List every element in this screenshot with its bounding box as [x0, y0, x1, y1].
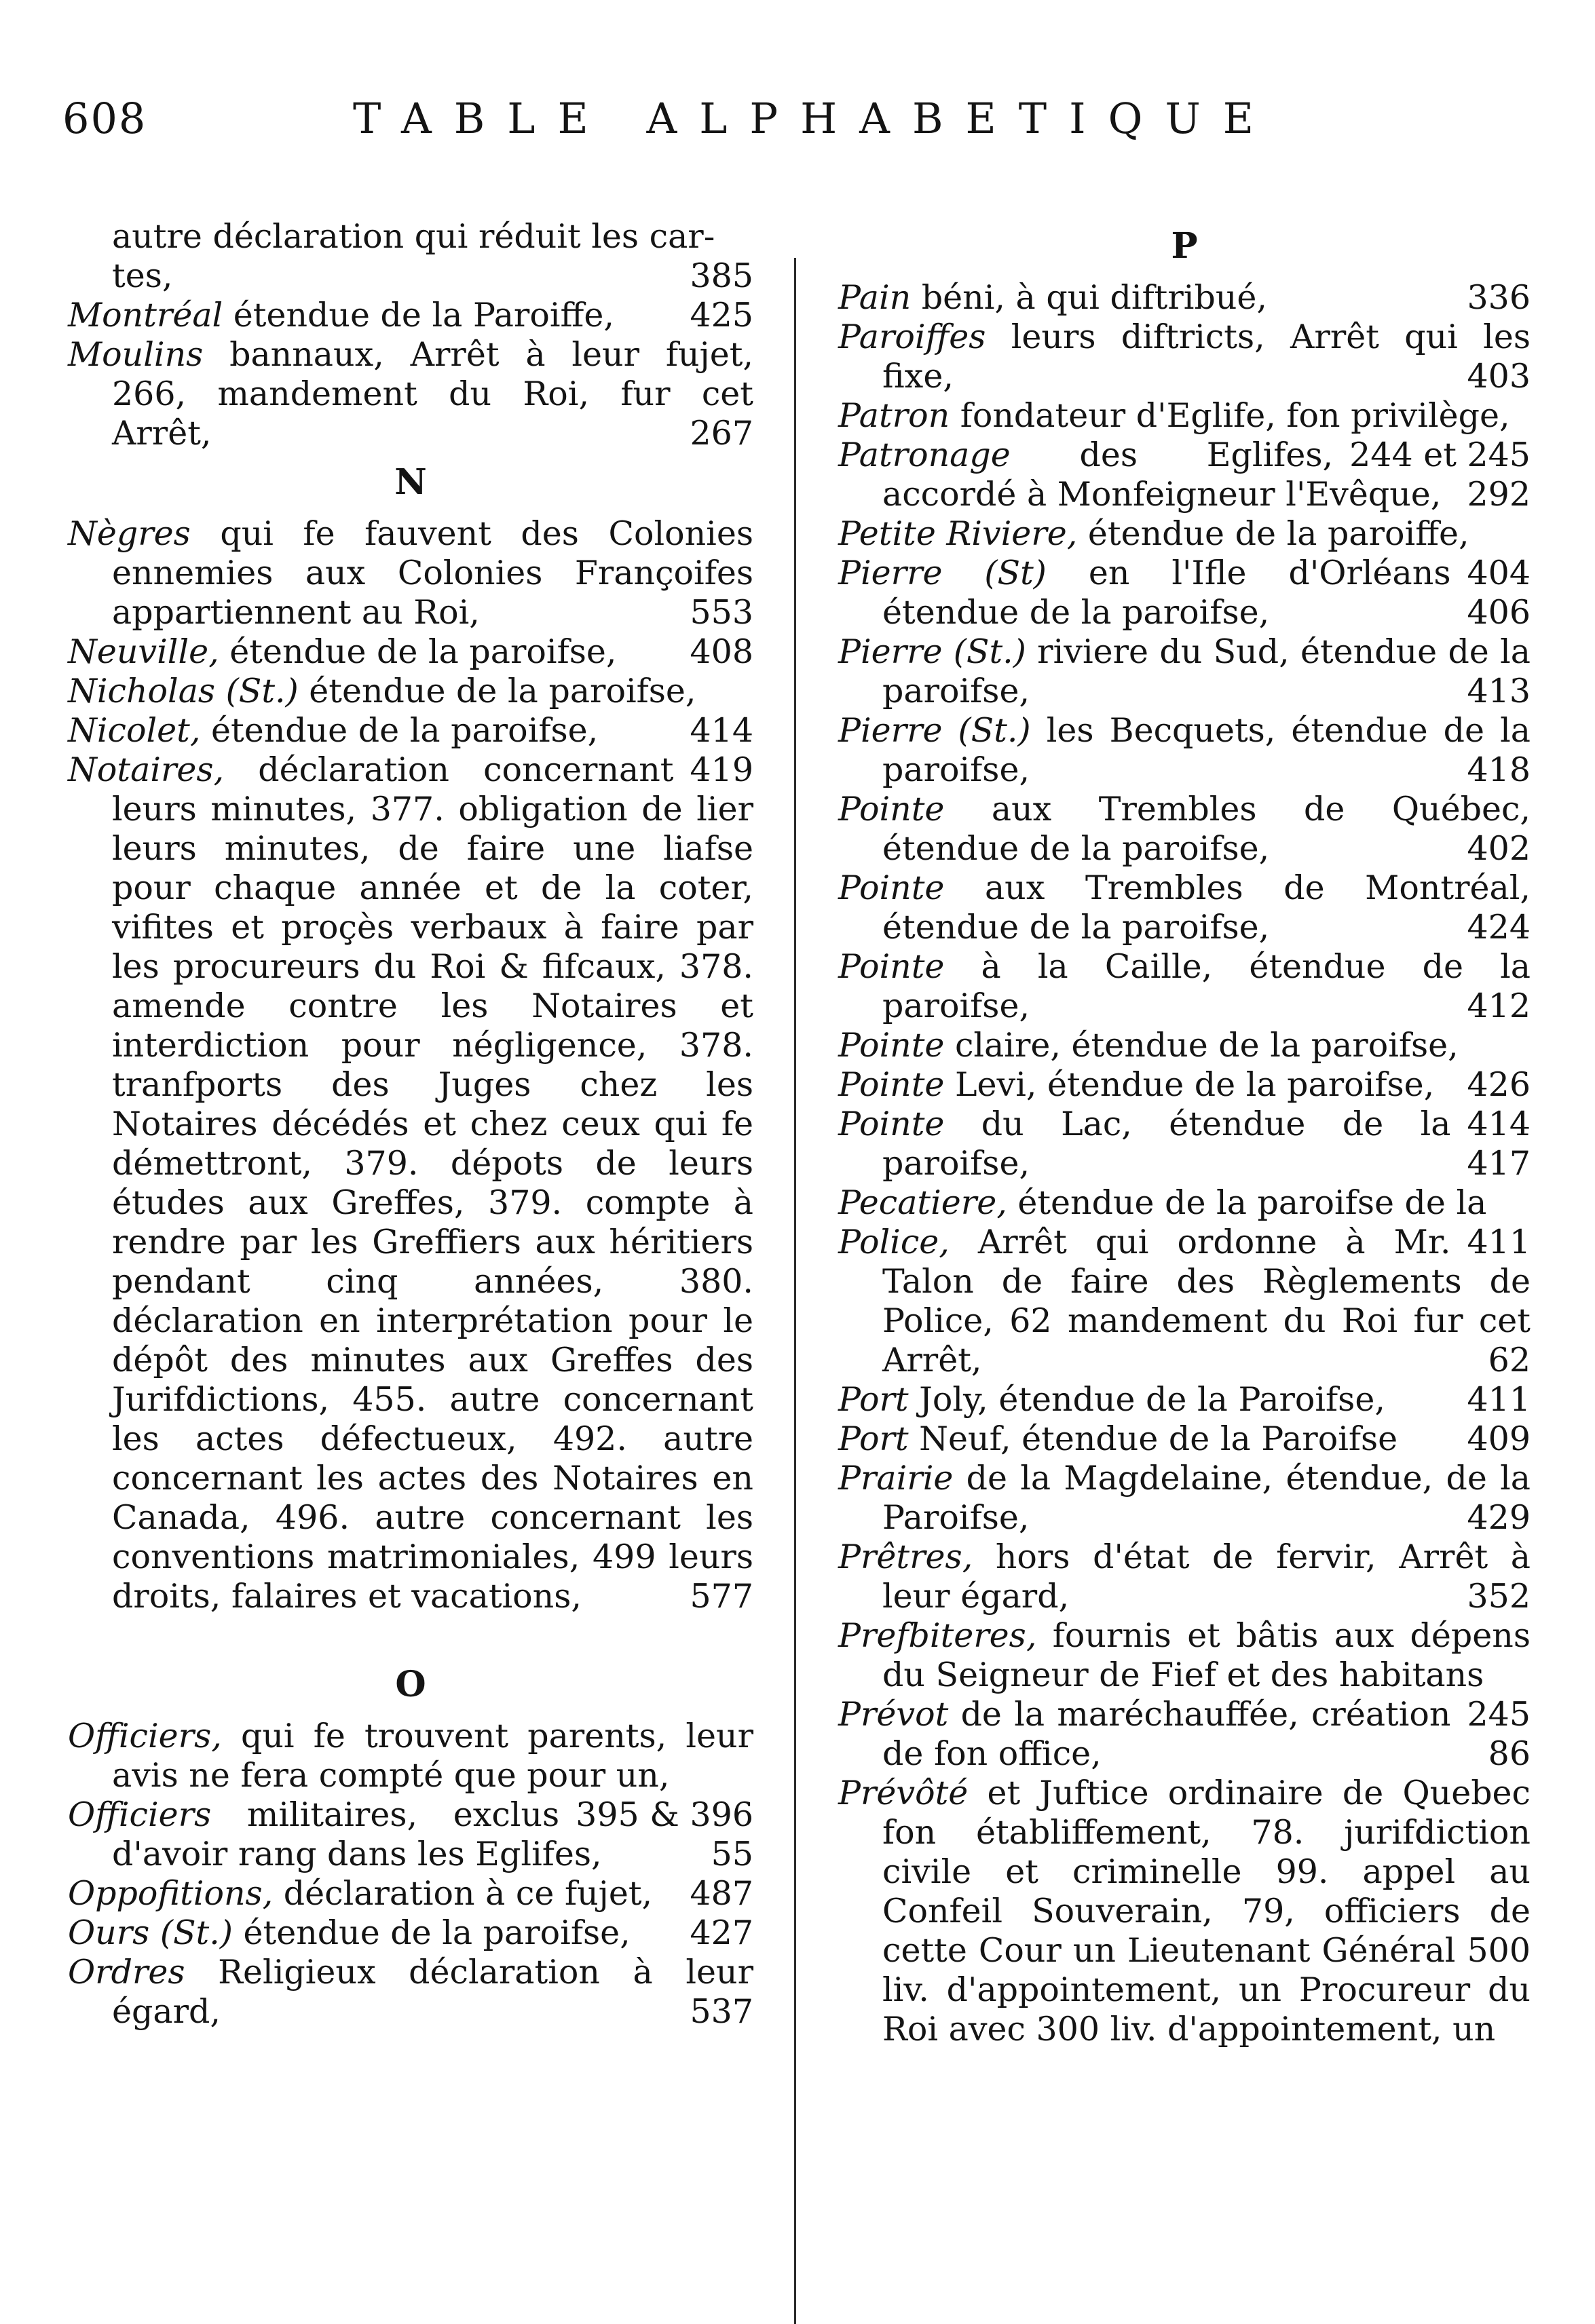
entry-headword: Ordres — [68, 1953, 185, 1992]
index-entry — [838, 947, 1531, 1026]
entries-m — [68, 296, 753, 453]
page-ref: 418 — [1467, 750, 1531, 789]
entries-n — [68, 514, 753, 1616]
entry-headword: Prévot — [838, 1695, 949, 1734]
page-ref: 537 — [690, 1992, 753, 2031]
entry-headword: Pointe — [838, 869, 945, 907]
right-column — [838, 217, 1531, 2049]
entry-text: claire, étendue de la paroifse, — [944, 1026, 1459, 1065]
index-entry — [68, 296, 753, 335]
entry-headword: Pecatiere, — [838, 1183, 1007, 1222]
index-entry — [838, 1538, 1531, 1616]
entry-headword: Oppofitions, — [68, 1874, 274, 1913]
entry-text: Religieux déclaration à leur égard, — [112, 1953, 753, 2031]
entry-headword: Nicholas (St.) — [68, 672, 299, 710]
page-ref: 62 — [1488, 1341, 1531, 1379]
page-ref: 425 — [690, 296, 753, 335]
page-ref: 414 — [690, 711, 753, 750]
entry-text: riviere du Sud, étendue de la paroifse, — [882, 632, 1531, 710]
page-ref: 245 — [1467, 1695, 1531, 1734]
entry-headword: Petite Riviere, — [838, 514, 1078, 553]
entry-text: hors d'état de fervir, Arrêt à leur égard, — [882, 1538, 1531, 1616]
page-ref: 404 — [1467, 554, 1531, 592]
entry-headword: Port — [838, 1380, 909, 1419]
page-ref: 429 — [1467, 1498, 1531, 1537]
index-entry — [68, 750, 753, 1616]
entry-text: qui fe trouvent parents, leur avis ne fera compté que pour un, — [112, 1717, 753, 1795]
entry-text: Arrêt qui ordonne à Mr. Talon de faire des Règlements de Police, 62 mandement du Roi fur cet Arrêt, — [882, 1223, 1531, 1379]
index-entry — [838, 1380, 1531, 1420]
page-ref: 352 — [1467, 1577, 1531, 1616]
entry-text: et Juftice ordinaire de Quebec fon établiffement, 78. jurifdiction civile et criminelle 99. appel au Confeil Souverain, 79, officiers de cette Cour un Lieutenant Général 500 liv. d'appointement, un Procureur du Roi avec 300 liv. d'appointement, un — [882, 1774, 1531, 2049]
entry-text: de la maréchauffée, création de fon office, — [882, 1695, 1451, 1773]
page-ref: 86 — [1488, 1734, 1531, 1773]
entry-text: fournis et bâtis aux dépens du Seigneur de Fief et des habitans — [882, 1616, 1531, 1694]
entry-text: de la Magdelaine, étendue, de la Paroifse, — [882, 1459, 1531, 1537]
index-entry — [838, 554, 1531, 632]
entry-text: étendue de la Paroiffe, — [223, 296, 614, 335]
section-heading-n: N — [394, 461, 427, 503]
entry-headword: Pierre (St.) — [838, 711, 1031, 750]
page-ref: 577 — [690, 1577, 753, 1616]
page-ref: 413 — [1467, 672, 1531, 710]
entry-text: étendue de la paroifse de la — [1007, 1183, 1487, 1222]
index-entry — [68, 1874, 753, 1913]
page-ref: 385 — [690, 256, 753, 295]
left-column — [68, 217, 753, 2032]
index-entry — [68, 514, 753, 632]
page-number: 608 — [62, 94, 147, 143]
page-ref: 411 — [1467, 1380, 1531, 1419]
entry-text: déclaration à ce fujet, — [273, 1874, 653, 1913]
entry-headword: Police, — [838, 1223, 950, 1261]
entry-text: étendue de la paroifse, — [232, 1913, 631, 1952]
entry-headword: Moulins — [68, 335, 204, 374]
page-ref: 417 — [1467, 1144, 1531, 1183]
spacer — [68, 1616, 753, 1656]
page-ref: 427 — [690, 1913, 753, 1952]
entry-headword: Prefbiteres, — [838, 1616, 1037, 1655]
entries-o — [68, 1717, 753, 2032]
entry-headword: Pierre (St.) — [838, 632, 1026, 671]
continued-entry-text: autre déclaration qui réduit les car- — [112, 217, 715, 256]
entry-headword: Pointe — [838, 947, 945, 986]
entry-headword: Montréal — [68, 296, 223, 335]
entry-text: Neuf, étendue de la Paroifse — [908, 1420, 1398, 1458]
index-entry — [68, 1953, 753, 2032]
entry-headword: Prêtres, — [838, 1538, 973, 1576]
entry-text: étendue de la paroifse, — [219, 632, 617, 671]
entry-headword: Neuville, — [68, 632, 219, 671]
page-ref: 406 — [1467, 593, 1531, 632]
entry-text: déclaration concernant leurs minutes, 377. obligation de lier leurs minutes, de faire une liafse pour chaque année et de la coter, vifites et proçès verbaux à faire par les procureurs du Roi & fifcaux, 378. amende contre les Notaires et interdiction pour négligence, 378. tranfports des Juges chez les Notaires décédés et chez ceux qui fe démettront, 379. dépots de leurs études aux Greffes, 379. compte à rendre par les Greffiers aux héritiers pendant cinq années, 380. déclaration en interprétation pour le dépôt des minutes aux Greffes des Jurifdictions, 455. autre concernant les actes défectueux, 492. autre concernant les actes des Notaires en Canada, 496. autre concernant les conventions matrimoniales, 499 leurs droits, falaires et vacations, — [112, 750, 753, 1616]
column-divider — [794, 258, 796, 2324]
entry-text: étendue de la paroifse, — [200, 711, 599, 750]
entry-text: Joly, étendue de la Paroifse, — [908, 1380, 1385, 1419]
entry-headword: Officiers, — [68, 1717, 222, 1755]
entry-text: à la Caille, étendue de la paroifse, — [882, 947, 1531, 1025]
index-entry — [68, 632, 753, 672]
page-ref: 402 — [1467, 829, 1531, 868]
entry-text: Levi, étendue de la paroifse, — [944, 1065, 1435, 1104]
entry-text: étendue de la paroifse, — [298, 672, 696, 710]
entry-headword: Notaires, — [68, 750, 225, 789]
index-entry — [838, 1774, 1531, 2049]
entry-text: aux Trembles de Montréal, étendue de la paroifse, — [882, 869, 1531, 947]
page-ref: 426 — [1467, 1065, 1531, 1104]
entry-headword: Pointe — [838, 1026, 945, 1065]
page-ref: 55 — [711, 1835, 753, 1873]
page-ref: 244 et 245 — [1349, 436, 1531, 474]
entry-headword: Port — [838, 1420, 909, 1458]
entry-headword: Prairie — [838, 1459, 954, 1498]
entry-headword: Nègres — [68, 514, 191, 553]
page-ref: 487 — [690, 1874, 753, 1913]
index-entry — [838, 1105, 1531, 1183]
continued-entry — [68, 217, 753, 296]
index-entry — [838, 632, 1531, 711]
index-entry — [838, 1459, 1531, 1538]
page-ref: 553 — [690, 593, 753, 632]
index-entry — [838, 1065, 1531, 1143]
entry-text: les Becquets, étendue de la paroifse, — [882, 711, 1531, 789]
page-ref: 408 — [690, 632, 753, 671]
entry-headword: Nicolet, — [68, 711, 201, 750]
page-ref: 409 — [1467, 1420, 1531, 1458]
entry-text: aux Trembles de Québec, étendue de la paroifse, — [882, 790, 1531, 868]
index-entry — [838, 1420, 1531, 1459]
index-entry — [838, 869, 1531, 947]
entry-text: leurs diftricts, Arrêt qui les fixe, — [882, 318, 1531, 396]
entry-headword: Patron — [838, 396, 950, 435]
entry-text: bannaux, Arrêt à leur fujet, 266, mandement du Roi, fur cet Arrêt, — [112, 335, 753, 453]
index-entry — [68, 1913, 753, 1953]
page-ref: 403 — [1467, 357, 1531, 396]
entry-text: des Eglifes, accordé à Monfeigneur l'Evêque, — [882, 436, 1442, 514]
entry-text: en l'Ifle d'Orléans étendue de la paroifse, — [882, 554, 1451, 632]
entry-text: fondateur d'Eglife, fon privilège, — [950, 396, 1510, 435]
section-heading-p: P — [1171, 225, 1198, 267]
page-ref: 411 — [1467, 1223, 1531, 1261]
entry-headword: Patronage — [838, 436, 1011, 474]
index-entry — [838, 711, 1531, 790]
continued-entry-text2 — [112, 256, 753, 296]
section-heading-o: O — [395, 1664, 426, 1705]
page-ref: 419 — [690, 750, 753, 789]
entry-text: militaires, exclus d'avoir rang dans les Eglifes, — [112, 1795, 602, 1873]
page-ref: 292 — [1467, 475, 1531, 514]
entries-p — [838, 278, 1531, 2049]
entry-text: du Lac, étendue de la paroifse, — [882, 1105, 1451, 1183]
index-entry — [838, 1223, 1531, 1380]
continued-entry-end: tes, — [112, 256, 173, 295]
page-ref: 412 — [1467, 987, 1531, 1025]
index-entry — [838, 790, 1531, 869]
page-ref: 395 & 396 — [576, 1795, 753, 1834]
page-ref: 424 — [1467, 908, 1531, 947]
entry-text: étendue de la paroiffe, — [1077, 514, 1469, 553]
entry-headword: Pointe — [838, 1065, 945, 1104]
index-entry — [838, 278, 1531, 318]
entry-headword: Prévôté — [838, 1774, 969, 1812]
page-ref: 414 — [1467, 1105, 1531, 1143]
index-entry — [68, 335, 753, 453]
entry-text: qui fe fauvent des Colonies ennemies aux Colonies Françoifes appartiennent au Roi, — [112, 514, 753, 632]
entry-headword: Pointe — [838, 1105, 945, 1143]
entry-headword: Ours (St.) — [68, 1913, 233, 1952]
entry-text: béni, à qui diftribué, — [911, 278, 1267, 317]
page-ref: 267 — [690, 414, 753, 453]
page-ref: 336 — [1467, 278, 1531, 317]
entry-headword: Officiers — [68, 1795, 212, 1834]
entry-headword: Paroiffes — [838, 318, 986, 356]
running-title: TABLE ALPHABETIQUE — [353, 94, 1276, 143]
entry-headword: Pierre (St) — [838, 554, 1047, 592]
index-entry — [838, 1695, 1531, 1774]
entry-headword: Pain — [838, 278, 912, 317]
index-entry — [838, 318, 1531, 396]
entry-headword: Pointe — [838, 790, 945, 828]
